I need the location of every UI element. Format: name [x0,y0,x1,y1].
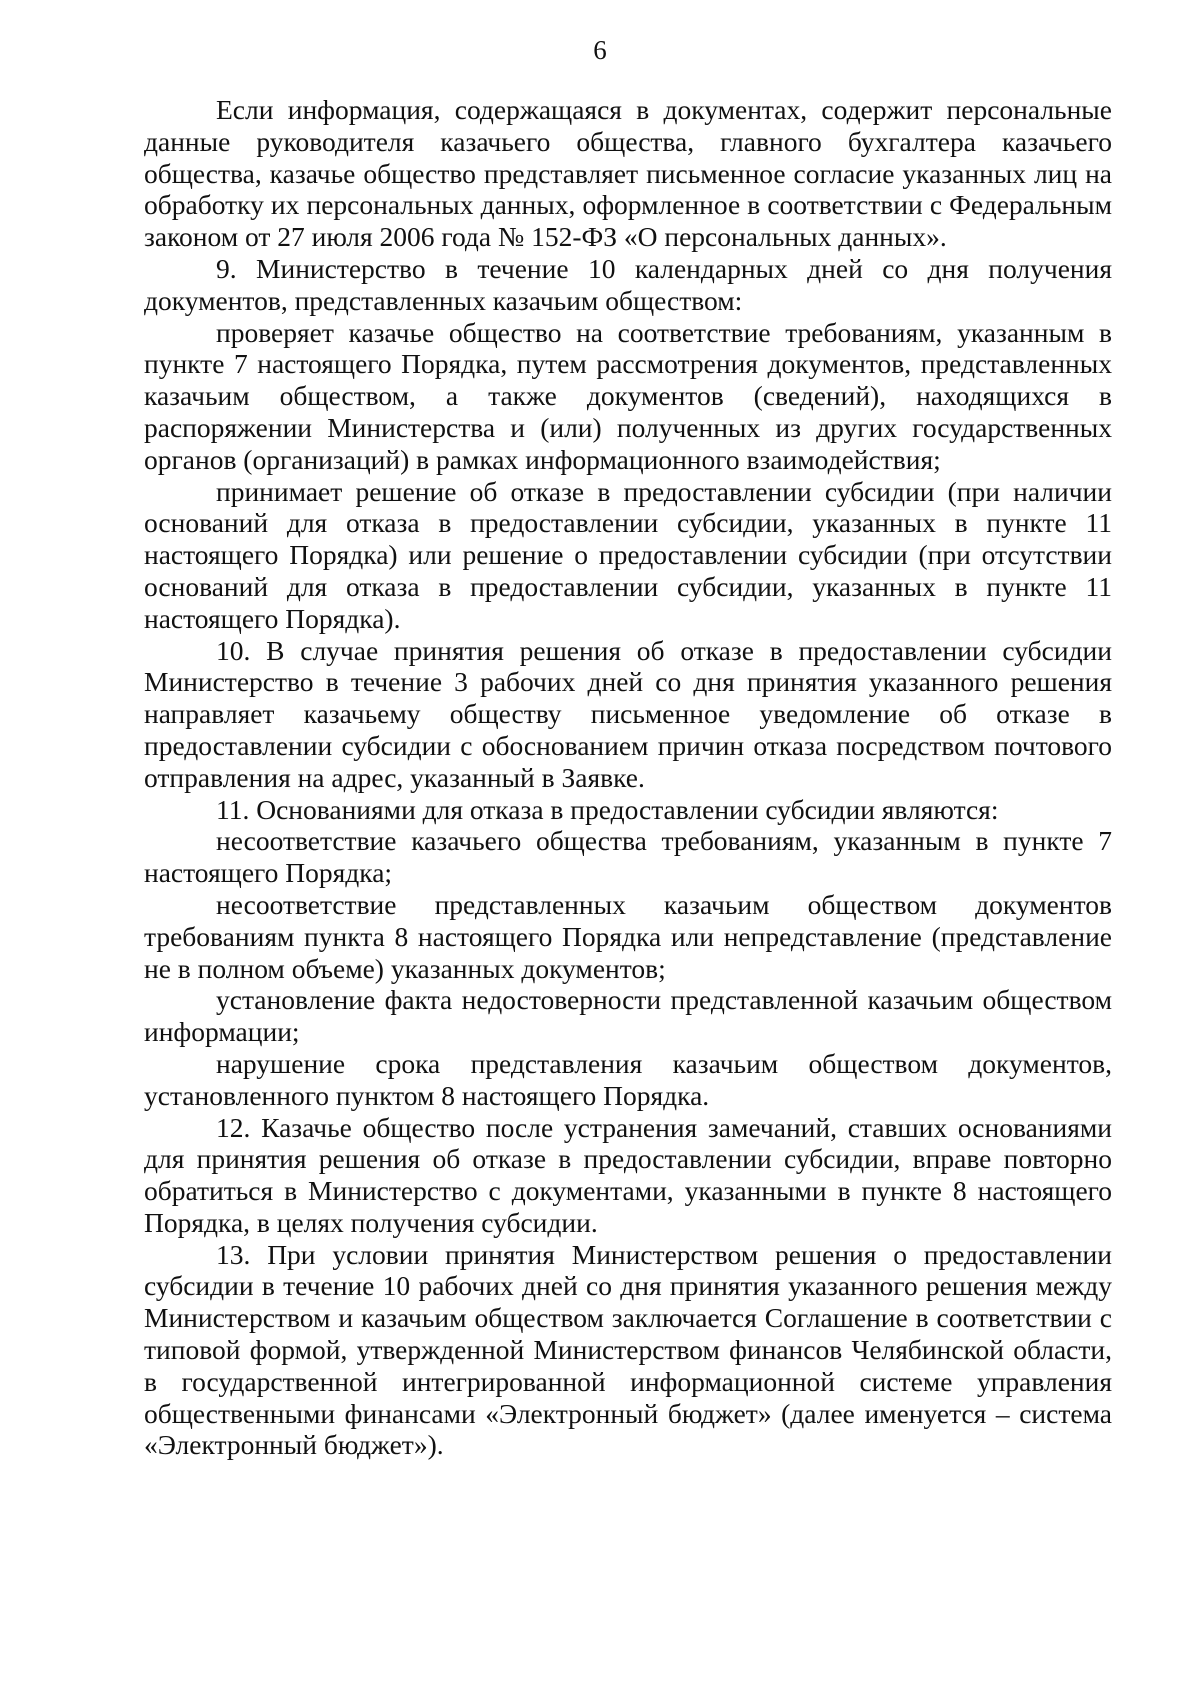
paragraph-personal-data-consent: Если информация, содержащаяся в документах, содержит персональные данные руководителя казачьего общества, главного бухгалтера казачьего общества, казачье общество представляет письменное согласие указанных лиц на обработку их персональных данных, оформленное в соответствии с Федеральным законом от 27 июля 2006 года № 152-ФЗ «О персональных данных». [144,94,1112,253]
page-number: 6 [593,35,607,65]
paragraph-clause-10: 10. В случае принятия решения об отказе в предоставлении субсидии Министерство в течение 3 рабочих дней со дня принятия указанного решения направляет казачьему обществу письменное уведомление об отказе в предоставлении субсидии с обоснованием причин отказа посредством почтового отправления на адрес, указанный в Заявке. [144,634,1112,793]
paragraph-clause-11-item-3: установление факта недостоверности представленной казачьим обществом информации; [144,984,1112,1048]
paragraph-clause-9: 9. Министерство в течение 10 календарных дней со дня получения документов, представленных казачьим обществом: [144,252,1112,316]
paragraph-clause-9-check: проверяет казачье общество на соответствие требованиям, указанным в пункте 7 настоящего Порядка, путем рассмотрения документов, представленных казачьим обществом, а также документов (сведений), находящихся в распоряжении Министерства и (или) полученных из других государственных органов (организаций) в рамках информационного взаимодействия; [144,316,1112,475]
paragraph-clause-13: 13. При условии принятия Министерством решения о предоставлении субсидии в течение 10 рабочих дней со дня принятия указанного решения между Министерством и казачьим обществом заключается Соглашение в соответствии с типовой формой, утвержденной Министерством финансов Челябинской области, в государственной интегрированной информационной системе управления общественными финансами «Электронный бюджет» (далее именуется – система «Электронный бюджет»). [144,1238,1112,1461]
paragraph-clause-11-item-2: несоответствие представленных казачьим обществом документов требованиям пункта 8 настоящего Порядка или непредставление (представление не в полном объеме) указанных документов; [144,888,1112,984]
paragraph-clause-12: 12. Казачье общество после устранения замечаний, ставших основаниями для принятия решения об отказе в предоставлении субсидии, вправе повторно обратиться в Министерство с документами, указанными в пункте 8 настоящего Порядка, в целях получения субсидии. [144,1111,1112,1238]
paragraph-clause-11: 11. Основаниями для отказа в предоставлении субсидии являются: [216,793,999,825]
paragraph-clause-9-decision: принимает решение об отказе в предоставлении субсидии (при наличии оснований для отказа в предоставлении субсидии, указанных в пункте 11 настоящего Порядка) или решение о предоставлении субсидии (при отсутствии оснований для отказа в предоставлении субсидии, указанных в пункте 11 настоящего Порядка). [144,475,1112,634]
document-body [144,94,1112,1461]
paragraph-clause-11-item-1: несоответствие казачьего общества требованиям, указанным в пункте 7 настоящего Порядка; [144,825,1112,889]
paragraph-clause-11-item-4: нарушение срока представления казачьим обществом документов, установленного пунктом 8 настоящего Порядка. [144,1047,1112,1111]
